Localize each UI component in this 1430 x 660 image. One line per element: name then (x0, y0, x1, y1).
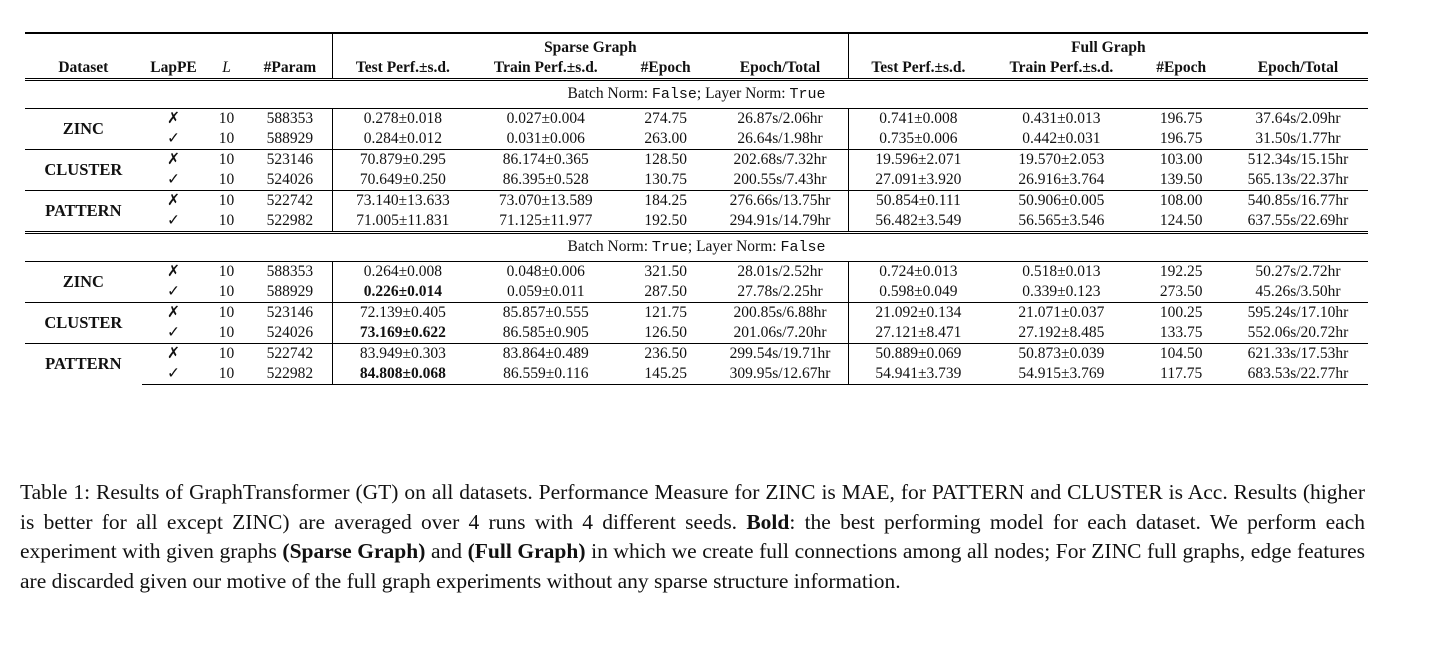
table-cell: 50.27s/2.72hr (1228, 262, 1368, 283)
table-cell: ✓ (166, 212, 180, 229)
section-title-part: Batch Norm: (567, 238, 652, 255)
table-cell: 274.75 (619, 109, 712, 130)
table-cell: 121.75 (619, 303, 712, 324)
col-full-epoch-total: Epoch/Total (1228, 58, 1368, 80)
table-row (25, 364, 1368, 385)
table-cell: 523146 (248, 150, 333, 171)
section-title-part: Batch Norm: (567, 85, 652, 102)
table-cell: 0.442±0.031 (1022, 130, 1101, 147)
col-sparse-train: Train Perf.±s.d. (473, 58, 619, 80)
table-row (25, 282, 1368, 303)
table-cell: ✓ (166, 283, 180, 300)
table-cell: 522742 (248, 191, 333, 212)
table-cell: 552.06s/20.72hr (1247, 324, 1349, 341)
table-cell: 100.25 (1135, 303, 1228, 324)
table-row (25, 211, 1368, 233)
table-cell: ✓ (166, 171, 180, 188)
table-cell: 26.64s/1.98hr (737, 130, 823, 147)
table-row (25, 109, 1368, 130)
full-graph-header: Full Graph (848, 33, 1368, 58)
table-cell: 56.565±3.546 (1018, 212, 1105, 229)
table-cell: 0.741±0.008 (848, 109, 988, 130)
table-cell: 70.879±0.295 (333, 150, 473, 171)
table-cell: 27.78s/2.25hr (737, 283, 823, 300)
table-cell: 73.140±13.633 (333, 191, 473, 212)
table-cell: 10 (218, 283, 235, 300)
col-sparse-test: Test Perf.±s.d. (333, 58, 473, 80)
col-dataset: Dataset (25, 58, 142, 80)
col-sparse-epoch-total: Epoch/Total (712, 58, 848, 80)
table-cell: 27.121±8.471 (848, 323, 988, 344)
table-cell: ✓ (166, 324, 180, 341)
table-cell: 31.50s/1.77hr (1255, 130, 1341, 147)
table-cell: 73.169±0.622 (333, 323, 473, 344)
table-cell: 522982 (248, 364, 333, 385)
dataset-name: PATTERN (25, 191, 142, 233)
col-sparse-epoch: #Epoch (619, 58, 712, 80)
table-cell: 309.95s/12.67hr (712, 364, 848, 385)
table-cell: 50.906±0.005 (988, 191, 1134, 212)
table-row (25, 262, 1368, 283)
table-cell: 540.85s/16.77hr (1228, 191, 1368, 212)
col-lappe: LapPE (142, 58, 206, 80)
dataset-name: CLUSTER (25, 150, 142, 191)
table-cell: 0.264±0.008 (333, 262, 473, 283)
table-cell: 565.13s/22.37hr (1247, 171, 1349, 188)
table-cell: 71.005±11.831 (333, 211, 473, 233)
table-cell: 184.25 (619, 191, 712, 212)
table-cell: 10 (205, 303, 247, 324)
table-cell: 10 (218, 324, 235, 341)
table-cell: 0.226±0.014 (333, 282, 473, 303)
header-row-1 (25, 33, 1368, 58)
table-cell: 0.048±0.006 (473, 262, 619, 283)
table-cell: 522742 (248, 344, 333, 365)
table-cell: 139.50 (1159, 171, 1203, 188)
section-title-part: ; Layer Norm: (687, 238, 781, 255)
results-table (25, 32, 1368, 385)
table-cell: ✓ (166, 130, 180, 147)
table-cell: 83.949±0.303 (333, 344, 473, 365)
section-title-part: True (651, 239, 688, 256)
table-cell: 321.50 (619, 262, 712, 283)
table-row (25, 129, 1368, 150)
table-cell: 192.50 (644, 212, 687, 229)
section-title-part: False (651, 86, 697, 103)
table-cell: 287.50 (644, 283, 687, 300)
col-full-test: Test Perf.±s.d. (848, 58, 988, 80)
table-cell: 512.34s/15.15hr (1228, 150, 1368, 171)
table-cell: 10 (205, 262, 247, 283)
table-cell: 72.139±0.405 (333, 303, 473, 324)
table-cell: 263.00 (644, 130, 687, 147)
table-cell: 50.873±0.039 (988, 344, 1134, 365)
table-cell: 126.50 (644, 324, 687, 341)
table-cell: 192.25 (1135, 262, 1228, 283)
table-cell: 56.482±3.549 (848, 211, 988, 233)
table-cell: 37.64s/2.09hr (1228, 109, 1368, 130)
table-cell: 236.50 (619, 344, 712, 365)
table-cell: 588929 (266, 283, 314, 300)
section-title (25, 80, 1368, 109)
table-cell: 133.75 (1159, 324, 1203, 341)
table-cell: 104.50 (1135, 344, 1228, 365)
table-row (25, 344, 1368, 365)
table-cell: 524026 (266, 171, 314, 188)
table-cell: 0.031±0.006 (506, 130, 585, 147)
table-cell: 200.55s/7.43hr (733, 171, 827, 188)
sparse-graph-header: Sparse Graph (333, 33, 849, 58)
table-cell: 73.070±13.589 (473, 191, 619, 212)
table-cell: ✗ (142, 191, 206, 212)
header-row-2 (25, 58, 1368, 80)
caption-text-3: and (425, 539, 468, 563)
table-cell: 0.059±0.011 (506, 283, 585, 300)
table-cell: 27.192±8.485 (1018, 324, 1105, 341)
table-cell: 45.26s/3.50hr (1255, 283, 1341, 300)
table-cell: 0.284±0.012 (333, 129, 473, 150)
table-cell: 10 (218, 212, 235, 229)
table-cell: ✗ (142, 344, 206, 365)
table-cell: 522982 (266, 212, 314, 229)
table-cell: 117.75 (1135, 364, 1228, 385)
table-row (25, 303, 1368, 324)
section-title-part: True (789, 86, 826, 103)
caption-bold-1: Bold (746, 509, 790, 534)
table-cell: 128.50 (619, 150, 712, 171)
section-title-row (25, 233, 1368, 262)
table-cell: 0.027±0.004 (473, 109, 619, 130)
table-cell: 86.585±0.905 (502, 324, 589, 341)
table-cell: 0.598±0.049 (848, 282, 988, 303)
caption-bold-2: (Sparse Graph) (282, 539, 426, 563)
table-row (25, 170, 1368, 191)
table-cell: ✗ (142, 109, 206, 130)
table-cell: 54.915±3.769 (988, 364, 1134, 385)
table-cell: 27.091±3.920 (848, 170, 988, 191)
section-title-row (25, 80, 1368, 109)
section-title-part: False (780, 239, 826, 256)
table-cell: 103.00 (1135, 150, 1228, 171)
table-cell: 202.68s/7.32hr (712, 150, 848, 171)
caption-text-4: in which we create full connections among all nodes; For ZINC full graphs, edge features are discarded given our motive of the full graph experiments without any sparse structure information. (20, 539, 1365, 593)
table-cell: 0.278±0.018 (333, 109, 473, 130)
caption-text-1: Table 1: Results of GraphTransformer (GT) on all datasets. Performance Measure for ZINC is MAE, for PATTERN and CLUSTER is Acc. Results (higher is better for all except ZINC) are averaged over 4 runs with 4 different seeds. (20, 480, 1365, 534)
table-cell: 595.24s/17.10hr (1228, 303, 1368, 324)
table-cell: 273.50 (1159, 283, 1203, 300)
col-layers: L (205, 58, 247, 80)
col-param: #Param (248, 58, 333, 80)
table-cell: 145.25 (619, 364, 712, 385)
table-cell: 637.55s/22.69hr (1247, 212, 1349, 229)
results-table-container (25, 32, 1368, 385)
table-cell: 10 (205, 344, 247, 365)
table-cell: 196.75 (1135, 109, 1228, 130)
table-body (25, 80, 1368, 385)
table-cell: ✗ (142, 262, 206, 283)
table-cell: 0.724±0.013 (848, 262, 988, 283)
table-cell: 588353 (248, 109, 333, 130)
table-cell: 0.339±0.123 (1022, 283, 1101, 300)
table-cell: 10 (205, 364, 247, 385)
table-cell: 71.125±11.977 (499, 212, 593, 229)
table-cell: 26.916±3.764 (1018, 171, 1105, 188)
table-cell: 588929 (266, 130, 314, 147)
table-cell: 83.864±0.489 (473, 344, 619, 365)
table-cell: 84.808±0.068 (333, 364, 473, 385)
table-cell: 10 (205, 191, 247, 212)
table-cell: 28.01s/2.52hr (712, 262, 848, 283)
table-cell: 0.518±0.013 (988, 262, 1134, 283)
table-cell: ✗ (142, 150, 206, 171)
table-cell: 200.85s/6.88hr (712, 303, 848, 324)
table-cell: ✓ (142, 364, 206, 385)
table-cell: 130.75 (644, 171, 687, 188)
table-cell: 85.857±0.555 (473, 303, 619, 324)
table-cell: 21.071±0.037 (988, 303, 1134, 324)
table-cell: 201.06s/7.20hr (733, 324, 827, 341)
table-cell: 10 (205, 150, 247, 171)
col-full-train: Train Perf.±s.d. (988, 58, 1134, 80)
table-cell: 10 (218, 171, 235, 188)
table-cell: 21.092±0.134 (848, 303, 988, 324)
table-cell: 276.66s/13.75hr (712, 191, 848, 212)
table-cell: 108.00 (1135, 191, 1228, 212)
table-cell: 10 (218, 130, 235, 147)
table-cell: 10 (205, 109, 247, 130)
table-cell: 588353 (248, 262, 333, 283)
table-cell: 124.50 (1159, 212, 1203, 229)
dataset-name: PATTERN (25, 344, 142, 385)
section-title (25, 233, 1368, 262)
table-cell: 86.174±0.365 (473, 150, 619, 171)
table-cell: 70.649±0.250 (333, 170, 473, 191)
table-row (25, 150, 1368, 171)
table-cell: 299.54s/19.71hr (712, 344, 848, 365)
table-caption (20, 478, 1365, 596)
table-cell: 86.559±0.116 (473, 364, 619, 385)
table-cell: 0.431±0.013 (988, 109, 1134, 130)
table-cell: 683.53s/22.77hr (1228, 364, 1368, 385)
col-full-epoch: #Epoch (1135, 58, 1228, 80)
table-cell: 26.87s/2.06hr (712, 109, 848, 130)
dataset-name: ZINC (25, 262, 142, 303)
dataset-name: ZINC (25, 109, 142, 150)
table-cell: 19.596±2.071 (848, 150, 988, 171)
table-row (25, 323, 1368, 344)
table-cell: 54.941±3.739 (848, 364, 988, 385)
caption-text-2: : the best performing model for each dataset. We perform each experiment with given graphs (20, 509, 1365, 563)
dataset-name: CLUSTER (25, 303, 142, 344)
table-cell: 524026 (266, 324, 314, 341)
table-cell: 50.889±0.069 (848, 344, 988, 365)
caption-bold-3: (Full Graph) (467, 539, 586, 563)
table-cell: ✗ (142, 303, 206, 324)
table-cell: 523146 (248, 303, 333, 324)
table-cell: 50.854±0.111 (848, 191, 988, 212)
section-title-part: ; Layer Norm: (696, 85, 790, 102)
table-row (25, 191, 1368, 212)
table-cell: 86.395±0.528 (502, 171, 589, 188)
table-cell: 196.75 (1159, 130, 1203, 147)
table-cell: 0.735±0.006 (848, 129, 988, 150)
table-cell: 19.570±2.053 (988, 150, 1134, 171)
table-cell: 294.91s/14.79hr (729, 212, 831, 229)
table-cell: 621.33s/17.53hr (1228, 344, 1368, 365)
